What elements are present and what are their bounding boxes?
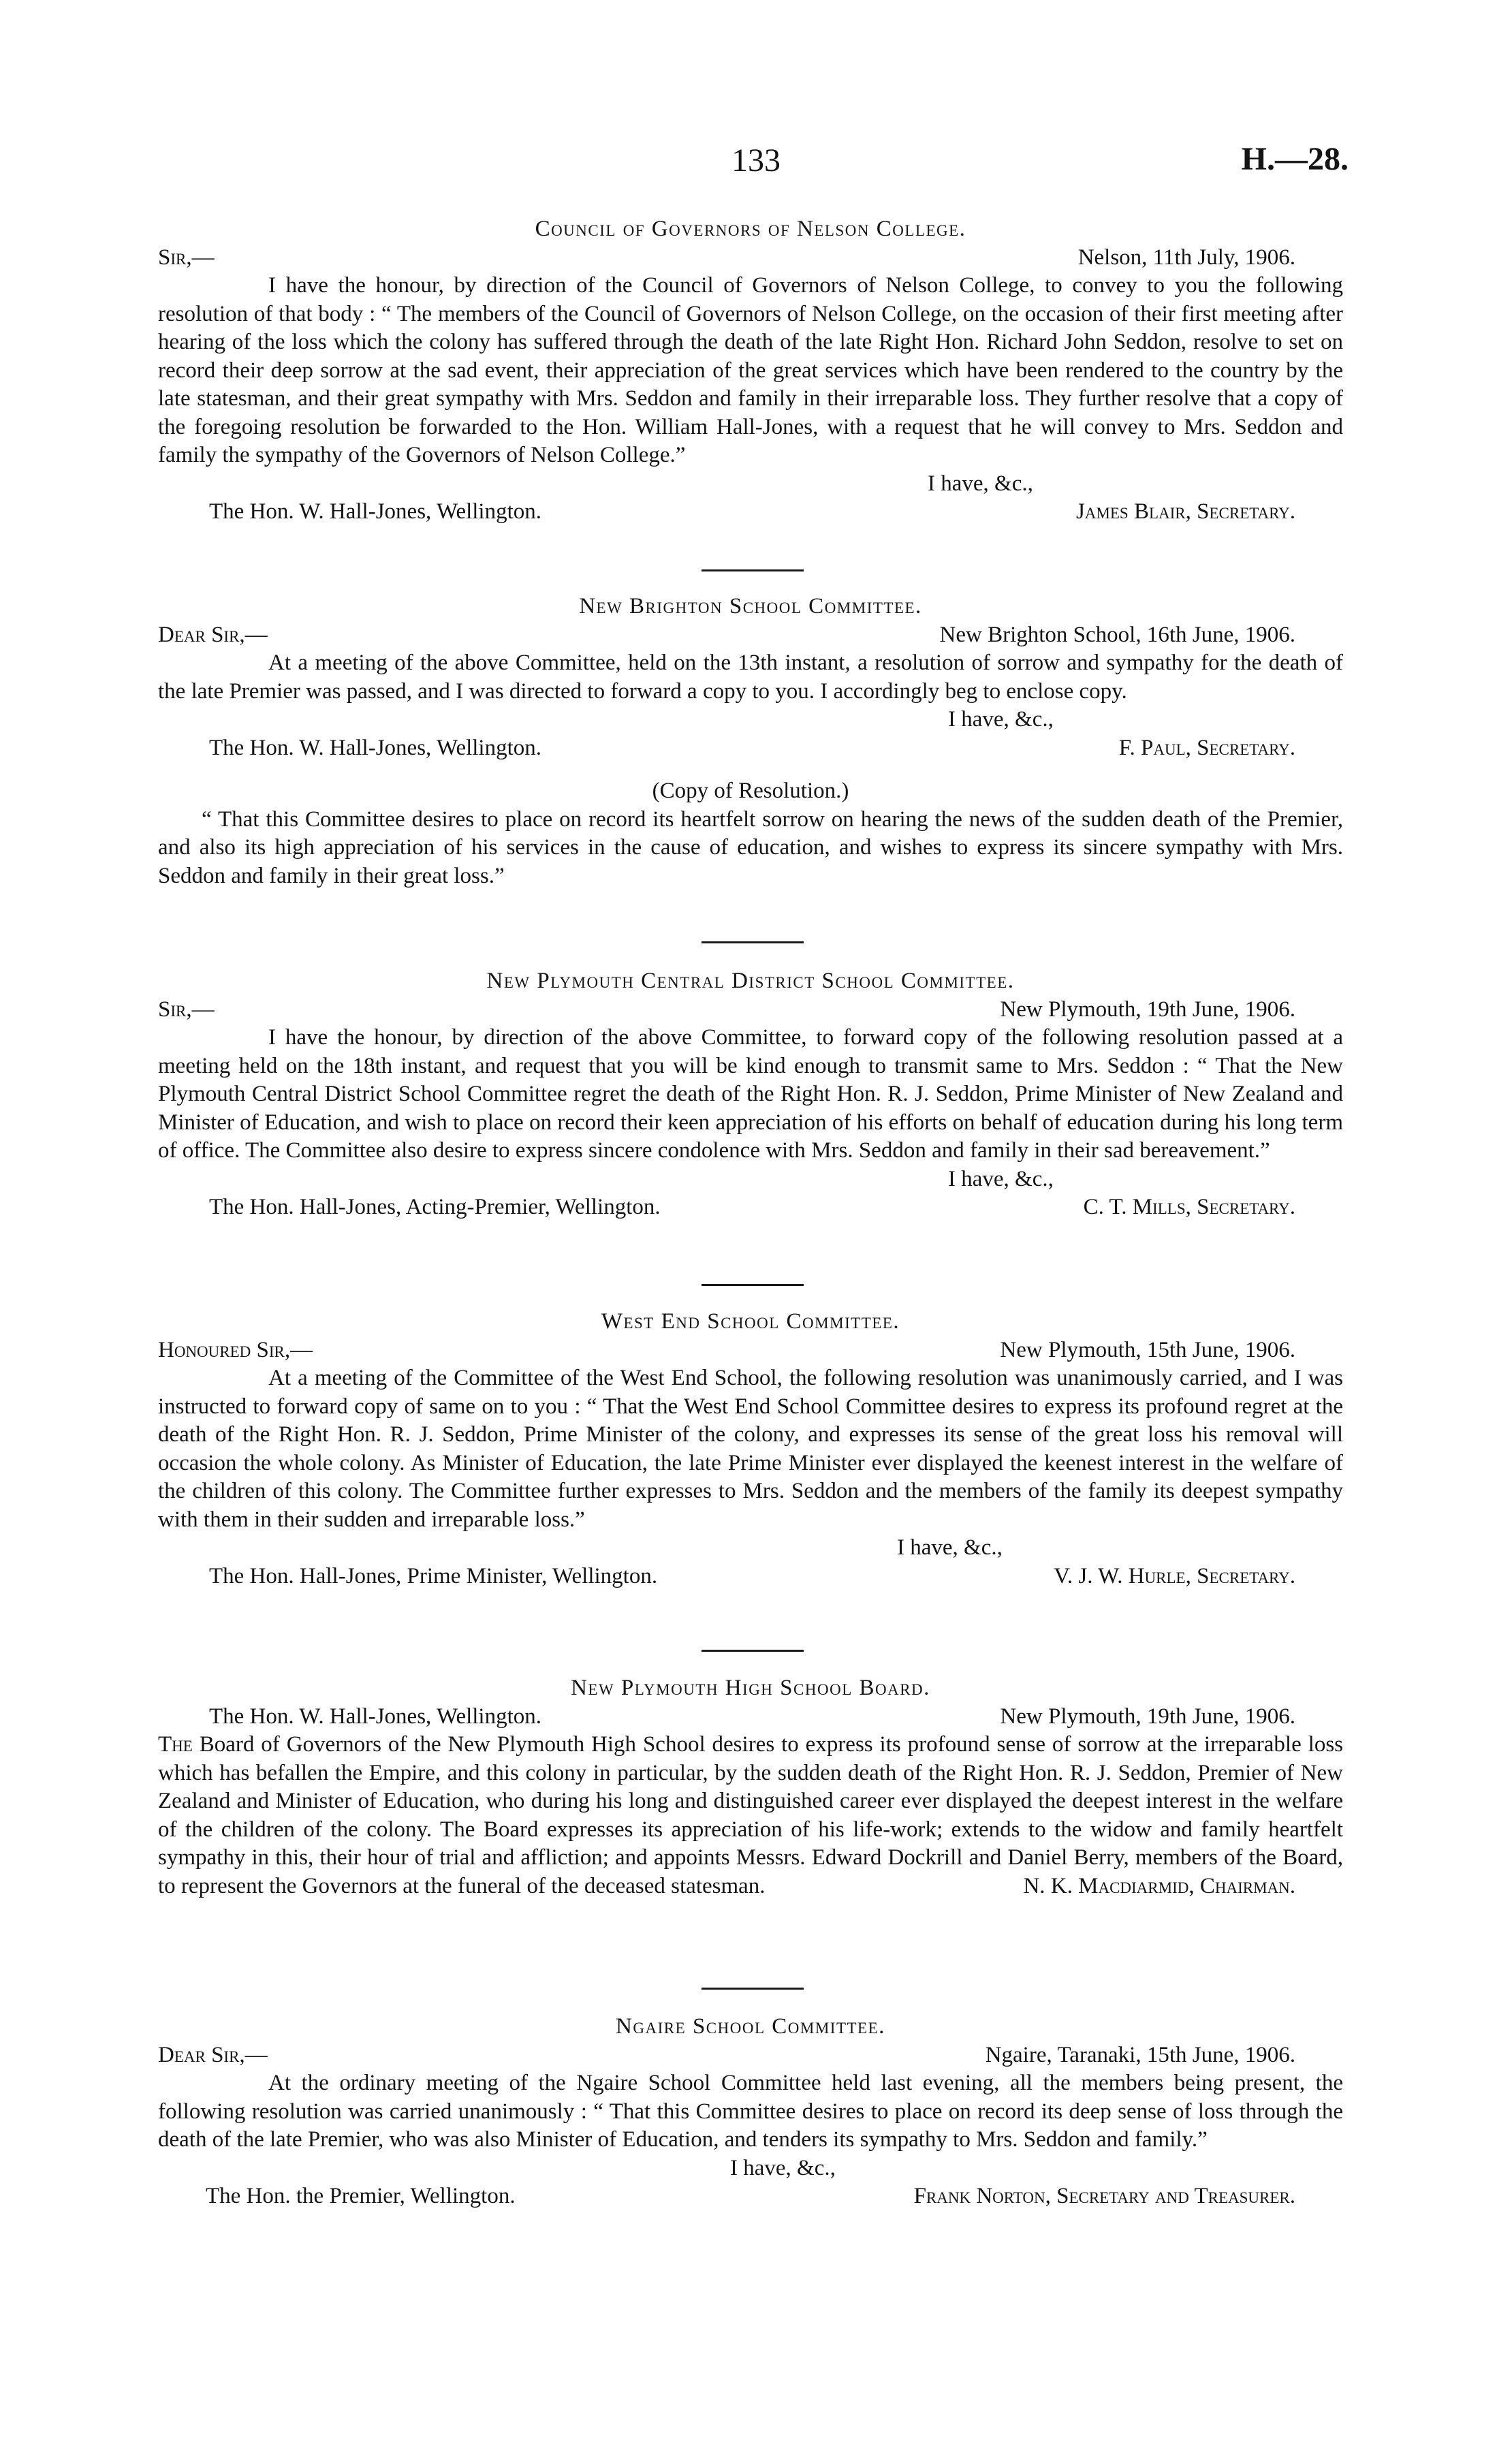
sign-row xyxy=(158,1193,1343,1222)
salutation-row xyxy=(158,621,1343,650)
letter-body-text: Board of Governors of the New Plymouth High School desires to express its profound sense of sorrow at the irreparable loss which has befallen the Empire, and this colony in particular, by the sudden death of the Right Hon. R. J. Seddon, Premier of New Zealand and Minister of Education, who during his long and distinguished career ever displayed the deepest interest in the welfare of the children of the colony. The Board expresses its appreciation of his life-work; extends to the widow and family heartfelt sympathy in this, their hour of trial and affliction; and appoints Messrs. Edward Dockrill and Daniel Berry, members of the Board, to represent the Governors at the funeral of the deceased statesman. xyxy=(158,1732,1343,1898)
addressee: The Hon. the Premier, Wellington. xyxy=(206,2184,516,2208)
section-title: New Plymouth High School Board. xyxy=(571,1676,930,1700)
section-title: West End School Committee. xyxy=(601,1309,900,1334)
document-code: H.—28. xyxy=(1241,141,1349,177)
salutation-row xyxy=(158,996,1343,1024)
letter-body: I have the honour, by direction of the above Committee, to forward copy of the following resolution passed at a meeting held on the 18th instant, and request that you will be kind enough to transmit same to Mrs. Seddon : “ That the New Plymouth Central District School Committee regret the death of the Right Hon. R. J. Seddon, Prime Minister of New Zealand and Minister of Education, and wish to place on record their keen appreciation of his efforts on behalf of education during his long term of office. The Committee also desire to express sincere condolence with Mrs. Seddon and family in their sad bereavement.” xyxy=(158,1025,1343,1163)
page-number: 133 xyxy=(731,142,781,178)
sign-row xyxy=(158,734,1343,763)
addressee: The Hon. W. Hall-Jones, Wellington. xyxy=(209,735,542,760)
signature: Frank Norton, Secretary and Treasurer. xyxy=(913,2184,1295,2208)
place-date: New Plymouth, 15th June, 1906. xyxy=(1000,1337,1295,1362)
section-title: Ngaire School Committee. xyxy=(616,2014,885,2039)
sign-row xyxy=(158,498,1343,527)
closing: I have, &c., xyxy=(928,471,1033,496)
salutation-row xyxy=(158,1336,1343,1365)
letter-body xyxy=(158,649,1343,706)
salutation-row xyxy=(158,244,1343,272)
closing: I have, &c., xyxy=(730,2155,836,2180)
signature: V. J. W. Hurle, Secretary. xyxy=(1054,1563,1295,1588)
addressee: The Hon. W. Hall-Jones, Wellington. xyxy=(209,1704,542,1729)
place-date: Ngaire, Taranaki, 15th June, 1906. xyxy=(985,2042,1295,2067)
closing: I have, &c., xyxy=(948,707,1054,732)
divider xyxy=(702,1284,804,1286)
place-date: New Brighton School, 16th June, 1906. xyxy=(939,622,1295,647)
place-date: New Plymouth, 19th June, 1906. xyxy=(1000,997,1295,1022)
letter-new-brighton xyxy=(158,593,1343,890)
letter-ngaire xyxy=(158,2013,1343,2211)
divider xyxy=(702,569,804,571)
salutation: Sir,— xyxy=(158,245,215,270)
signature: N. K. Macdiarmid, Chairman. xyxy=(1023,1873,1295,1898)
divider xyxy=(702,1988,804,1990)
addressee: The Hon. Hall-Jones, Acting-Premier, Wellington. xyxy=(209,1195,661,1219)
addressee-row xyxy=(158,1703,1343,1731)
closing: I have, &c., xyxy=(948,1166,1054,1191)
salutation-row xyxy=(158,2041,1343,2070)
letter-body xyxy=(158,272,1343,470)
letter-new-plymouth-central xyxy=(158,967,1343,1222)
letter-body: At the ordinary meeting of the Ngaire School Committee held last evening, all the members being present, the following resolution was carried unanimously : “ That this Committee desires to place on record its deep sense of loss through the death of the late Premier, who was also Minister of Education, and tenders its sympathy to Mrs. Seddon and family.” xyxy=(158,2071,1343,2152)
salutation: Sir,— xyxy=(158,997,215,1022)
letter-west-end xyxy=(158,1308,1343,1590)
signature: James Blair, Secretary. xyxy=(1075,499,1295,524)
letter-high-school-board xyxy=(158,1674,1343,1900)
divider xyxy=(702,941,804,943)
salutation: Dear Sir,— xyxy=(158,622,268,647)
section-title: Council of Governors of Nelson College. xyxy=(535,217,966,241)
section-title: New Plymouth Central District School Committee. xyxy=(486,969,1015,993)
addressee: The Hon. W. Hall-Jones, Wellington. xyxy=(209,499,542,524)
letter-nelson-college xyxy=(158,215,1343,527)
signature: C. T. Mills, Secretary. xyxy=(1083,1195,1295,1219)
place-date: Nelson, 11th July, 1906. xyxy=(1077,245,1295,270)
salutation: Honoured Sir,— xyxy=(158,1337,313,1362)
sign-row xyxy=(158,2182,1343,2211)
enclosure-title: (Copy of Resolution.) xyxy=(652,779,849,803)
place-date: New Plymouth, 19th June, 1906. xyxy=(1000,1704,1295,1729)
addressee: The Hon. Hall-Jones, Prime Minister, Wellington. xyxy=(209,1563,658,1588)
section-title: New Brighton School Committee. xyxy=(579,594,922,618)
letter-body-text: I have the honour, by direction of the Council of Governors of Nelson College, to convey to you the following resolution of that body : “ The members of the Council of Governors of Nelson College, on the occasion of their first meeting after hearing of the loss which the colony has suffered through the death of the late Right Hon. Richard John Seddon, resolve to set on record their deep sorrow at the sad event, their appreciation of the great services which have been rendered to the country by the late statesman, and their great sympathy with Mrs. Seddon and family in their irreparable loss. They further resolve that a copy of the foregoing resolution be forwarded to the Hon. William Hall-Jones, with a request that he will convey to Mrs. Seddon and family the sympathy of the Governors of Nelson College.” xyxy=(158,273,1343,467)
body-lead-word: The xyxy=(158,1732,193,1757)
letter-body-text: At a meeting of the above Committee, held on the 13th instant, a resolution of sorrow and sympathy for the death of the late Premier was passed, and I was directed to forward a copy to you. I accordingly beg to enclose copy. xyxy=(158,650,1343,704)
salutation: Dear Sir,— xyxy=(158,2042,268,2067)
signature: F. Paul, Secretary. xyxy=(1118,735,1295,760)
closing: I have, &c., xyxy=(897,1535,1003,1560)
sign-row xyxy=(158,1563,1343,1591)
letter-body: At a meeting of the Committee of the West End School, the following resolution was unanimously carried, and I was instructed to forward copy of same on to you : “ That the West End School Committee desires to express its profound regret at the death of the Right Hon. R. J. Seddon, Prime Minister of the colony, and expresses its sense of the great loss his removal will occasion the whole colony. As Minister of Education, the late Prime Minister ever displayed the keenest interest in the welfare of the children of this colony. The Committee further expresses to Mrs. Seddon and the members of the family its deepest sympathy with them in their sudden and irreparable loss.” xyxy=(158,1366,1343,1532)
enclosure-body: “ That this Committee desires to place on record its heartfelt sorrow on hearing the news of the sudden death of the Premier, and also its high appreciation of his services in the cause of education, and wishes to express its sincere sympathy with Mrs. Seddon and family in their great loss.” xyxy=(158,806,1343,888)
divider xyxy=(702,1650,804,1652)
